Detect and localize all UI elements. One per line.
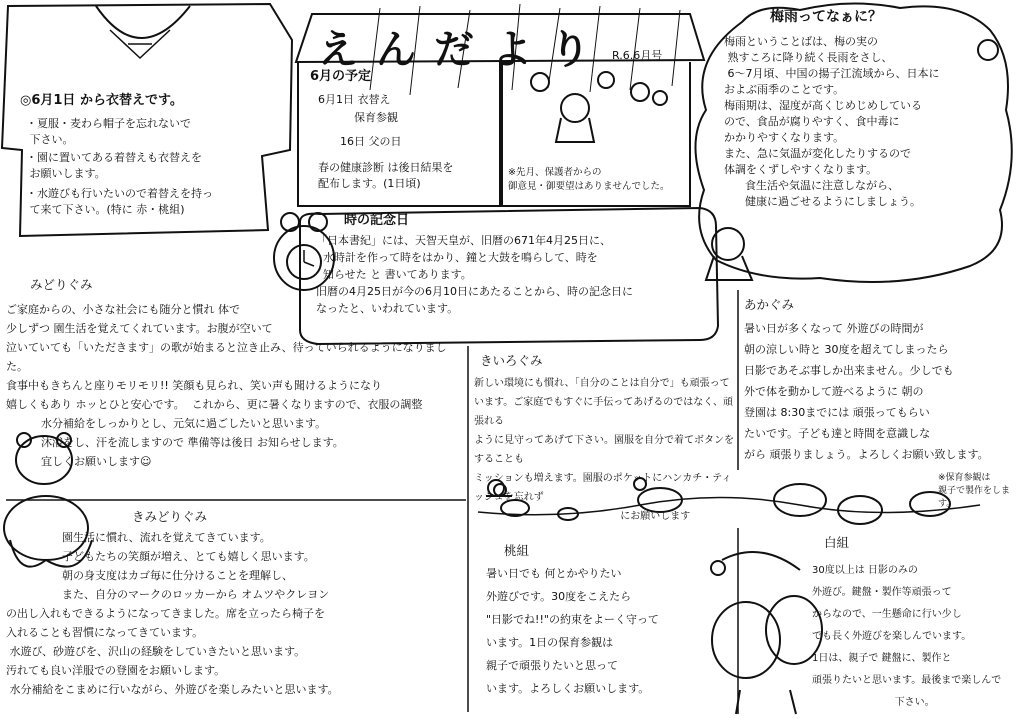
kiirogumi-heading: きいろぐみ [480, 353, 543, 368]
shirogumi-body: 30度以上は 日影のみの 外遊び。鍵盤・製作等頑張って からなので、一生懸命に行い少し でも長く外遊びを楽しんでいます。 1日は、親子で 鍵盤に、製作と 頑張りたいと思います。最後まで楽しんで 下さい。 [812, 565, 1002, 708]
shirogumi-heading: 白組 [824, 535, 850, 550]
kinenbi-body: 「日本書紀」には、天智天皇が、旧暦の671年4月25日に、 水時計を作って時をはかり、鐘と大鼓を鳴らして、時を 知らせた と 書いてあります。 旧暦の4月25日が今の6月10日にあたることから、時の記念日に なったと、いわれています。 [316, 234, 633, 315]
midorigumi-body: ご家庭からの、小さな社会にも随分と慣れ 体で 少しずつ 園生活を覚えてくれています。お腹が空いて 泣いていても「いただきます」の歌が始まると泣き止み、待っていられるようになりました。 食事中もきちんと座りモリモリ!! 笑顔も見られ、笑い声も聞けるようになり 嬉しくもあり ホッとひと安心です。 これから、更に暑くなりますので、衣服の調整 水分補給をしっかりとし、元気に過ごしたいと思います。 沐浴をし、汗を流しますので 準備等は後日 お知らせします。 宜しくお願いします☺ [6, 303, 447, 468]
schedule-line-2: 保育参観 [354, 111, 398, 124]
tsuyu-body: 梅雨ということばは、梅の実の 熟すころに降り続く長雨をさし、 6～7月頃、中国の揚子江流域から、日本に およぶ雨季のことです。 梅雨期は、湿度が高くじめじめしている ので、食品が腐りやすく、食中毒に かかりやすくなります。 また、急に気温が変化したりするので 体調をくずしやすくなります。 食生活や気温に注意しながら、 健康に過ごせるようにしましょう。 [724, 35, 940, 208]
koromogae-item-3: ・水遊びも行いたいので着替えを持っ て来て下さい。(特に 赤・桃組) [26, 187, 213, 216]
kinenbi-heading: 時の記念日 [344, 213, 410, 228]
frog-couple-illustration [712, 552, 822, 714]
koromogae-heading: ◎6月1日 から衣替えです。 [20, 93, 183, 108]
momogumi-body: 暑い日でも 何とかやりたい 外遊びです。30度をこえたら "日影でね!!"の約束をよーく守って います。1日の保育参観は 親子で頑張りたいと思って います。よろしくお願いします。 [486, 567, 659, 695]
schedule-line-1: 6月1日 衣替え [318, 93, 391, 106]
kimidorigumi-heading: きみどりぐみ [132, 509, 208, 524]
akagumi-body: 暑い日が多くなって 外遊びの時間が 朝の涼しい時と 30度を超えてしまったら 日影であそぶ事しか出来ません。少しでも 外で体を動かして遊べるように 朝の 登園は 8:30までには 頑張ってもらい たいです。子ども達と時間を意識しな がら 頑張りましょう。よろしくお願い致します。 [744, 322, 989, 461]
newsletter-title: えんだより [318, 26, 608, 73]
midorigumi-heading: みどりぐみ [30, 277, 93, 292]
opinion-note: ※先月、保護者からの 御意見・御要望はありませんでした。 [508, 167, 670, 192]
schedule-heading: 6月の予定 [310, 69, 372, 84]
tsuyu-heading: 梅雨ってなぁに？ [770, 9, 882, 25]
momogumi-heading: 桃組 [504, 543, 530, 558]
schedule-line-3: 16日 父の日 [340, 135, 402, 148]
issue-label: R.6.6月号 [612, 49, 663, 62]
akagumi-note: ※保育参観は 親子で製作をします。 [938, 473, 1011, 509]
akagumi-heading: あかぐみ [744, 297, 795, 312]
kiirogumi-body: 新しい環境にも慣れ、「自分のことは自分で」も頑張って います。ご家庭でもすぐに手伝ってあげるのではなく、頑張れる ように見守ってあげて下さい。園服を自分で着てボタンをすることも ミッションも増えます。園服のポケットにハンカチ・ティッシュを忘れず にお願いします [474, 378, 734, 522]
koromogae-item-1: ・夏服・麦わら帽子を忘れないで 下さい。 [26, 117, 191, 146]
schedule-note: 春の健康診断 は後日結果を 配布します。(1日頃) [318, 161, 454, 190]
kimidorigumi-body: 園生活に慣れ、流れを覚えてきています。 子どもたちの笑顔が増え、とても嬉しく思います。 朝の身支度はカゴ毎に仕分けることを理解し、 また、自分のマークのロッカーから オムツやクレヨン の出し入れもできるようになってきました。席を立ったら椅子を 入れることも習慣になってきています。 水遊び、砂遊びを、沢山の経験をしていきたいと思います。 汚れても良い洋服での登園をお願いします。 水分補給をこまめに行いながら、外遊びを楽しみたいと思います。 [6, 531, 339, 696]
koromogae-item-2: ・園に置いてある着替えも衣替えを お願いします。 [26, 151, 202, 180]
